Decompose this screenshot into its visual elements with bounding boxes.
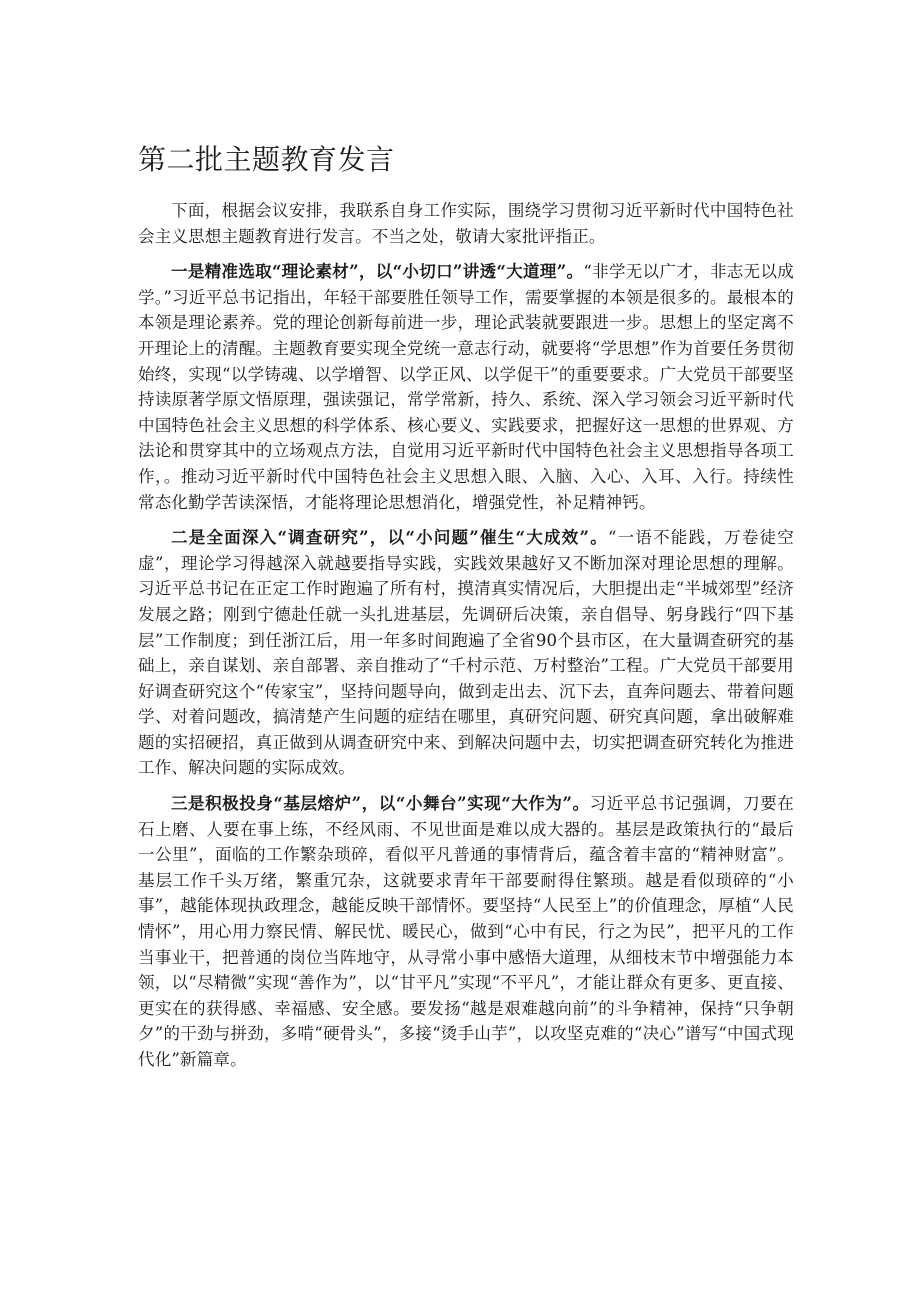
document-page: [138, 140, 794, 1083]
section-body-1: “非学无以广才，非志无以成学。”习近平总书记指出，年轻干部要胜任领导工作，需要掌握的本领是很多的。最根本的本领是理论素养。党的理论创新每前进一步，理论武装就要跟进一步。思想上的坚定离不开理论上的清醒。主题教育要实现全党统一意志行动，就要将“学思想”作为首要任务贯彻始终，实现“以学铸魂、以学增智、以学正风、以学促干”的重要要求。广大党员干部要坚持读原著学原文悟原理，强读强记，常学常新，持久、系统、深入学习领会习近平新时代中国特色社会主义思想的科学体系、核心要义、实践要求，把握好这一思想的世界观、方法论和贯穿其中的立场观点方法，自觉用习近平新时代中国特色社会主义思想指导各项工作，。推动习近平新时代中国特色社会主义思想入眼、入脑、入心、入耳、入行。持续性常态化勤学苦读深悟，才能将理论思想消化，增强党性，补足精神钙。: [138, 262, 794, 512]
section-paragraph-3: [138, 791, 794, 1073]
section-heading-2: 二是全面深入“调查研究”，以“小问题”催生“大成效”。: [171, 528, 608, 548]
section-paragraph-2: [138, 525, 794, 781]
section-heading-3: 三是积极投身“基层熔炉”，以“小舞台”实现“大作为”。: [171, 794, 590, 814]
section-body-3: 习近平总书记强调，刀要在石上磨、人要在事上练，不经风雨、不见世面是难以成大器的。基层是政策执行的“最后一公里”，面临的工作繁杂琐碎，看似平凡普通的事情背后，蕴含着丰富的“精神财富”。基层工作千头万绪，繁重冗杂，这就要求青年干部要耐得住繁琐。越是看似琐碎的“小事”，越能体现执政理念，越能反映干部情怀。要坚持“人民至上”的价值理念，厚植“人民情怀”，用心用力察民情、解民忧、暖民心，做到“心中有民，行之为民”，把平凡的工作当事业干，把普通的岗位当阵地守，从寻常小事中感悟大道理，从细枝末节中增强能力本领，以“尽精微”实现“善作为”，以“甘平凡”实现“不平凡”，才能让群众有更多、更直接、更实在的获得感、幸福感、安全感。要发扬“越是艰难越向前”的斗争精神，保持“只争朝夕”的干劲与拼劲，多啃“硬骨头”，多接“烫手山芋”，以攻坚克难的“决心”谱写“中国式现代化”新篇章。: [138, 794, 794, 1069]
intro-paragraph: 下面，根据会议安排，我联系自身工作实际，围绕学习贯彻习近平新时代中国特色社会主义思想主题教育进行发言。不当之处，敬请大家批评指正。: [138, 201, 794, 246]
document-title: 第二批主题教育发言: [138, 143, 395, 176]
section-body-2: “一语不能践，万卷徒空虚”，理论学习得越深入就越要指导实践，实践效果越好又不断加深对理论思想的理解。习近平总书记在正定工作时跑遍了所有村，摸清真实情况后，大胆提出走“半城郊型”经济发展之路；刚到宁德赴任就一头扎进基层，先调研后决策，亲自倡导、躬身践行“四下基层”工作制度；到任浙江后，用一年多时间跑遍了全省90个县市区，在大量调查研究的基础上，亲自谋划、亲自部署、亲自推动了“千村示范、万村整治”工程。广大党员干部要用好调查研究这个“传家宝”，坚持问题导向，做到走出去、沉下去，直奔问题去、带着问题学、对着问题改，搞清楚产生问题的症结在哪里，真研究问题、研究真问题，拿出破解难题的实招硬招，真正做到从调查研究中来、到解决问题中去，切实把调查研究转化为推进工作、解决问题的实际成效。: [138, 528, 794, 778]
section-heading-1: 一是精准选取“理论素材”，以“小切口”讲透“大道理”。: [171, 262, 584, 282]
section-paragraph-1: [138, 259, 794, 515]
